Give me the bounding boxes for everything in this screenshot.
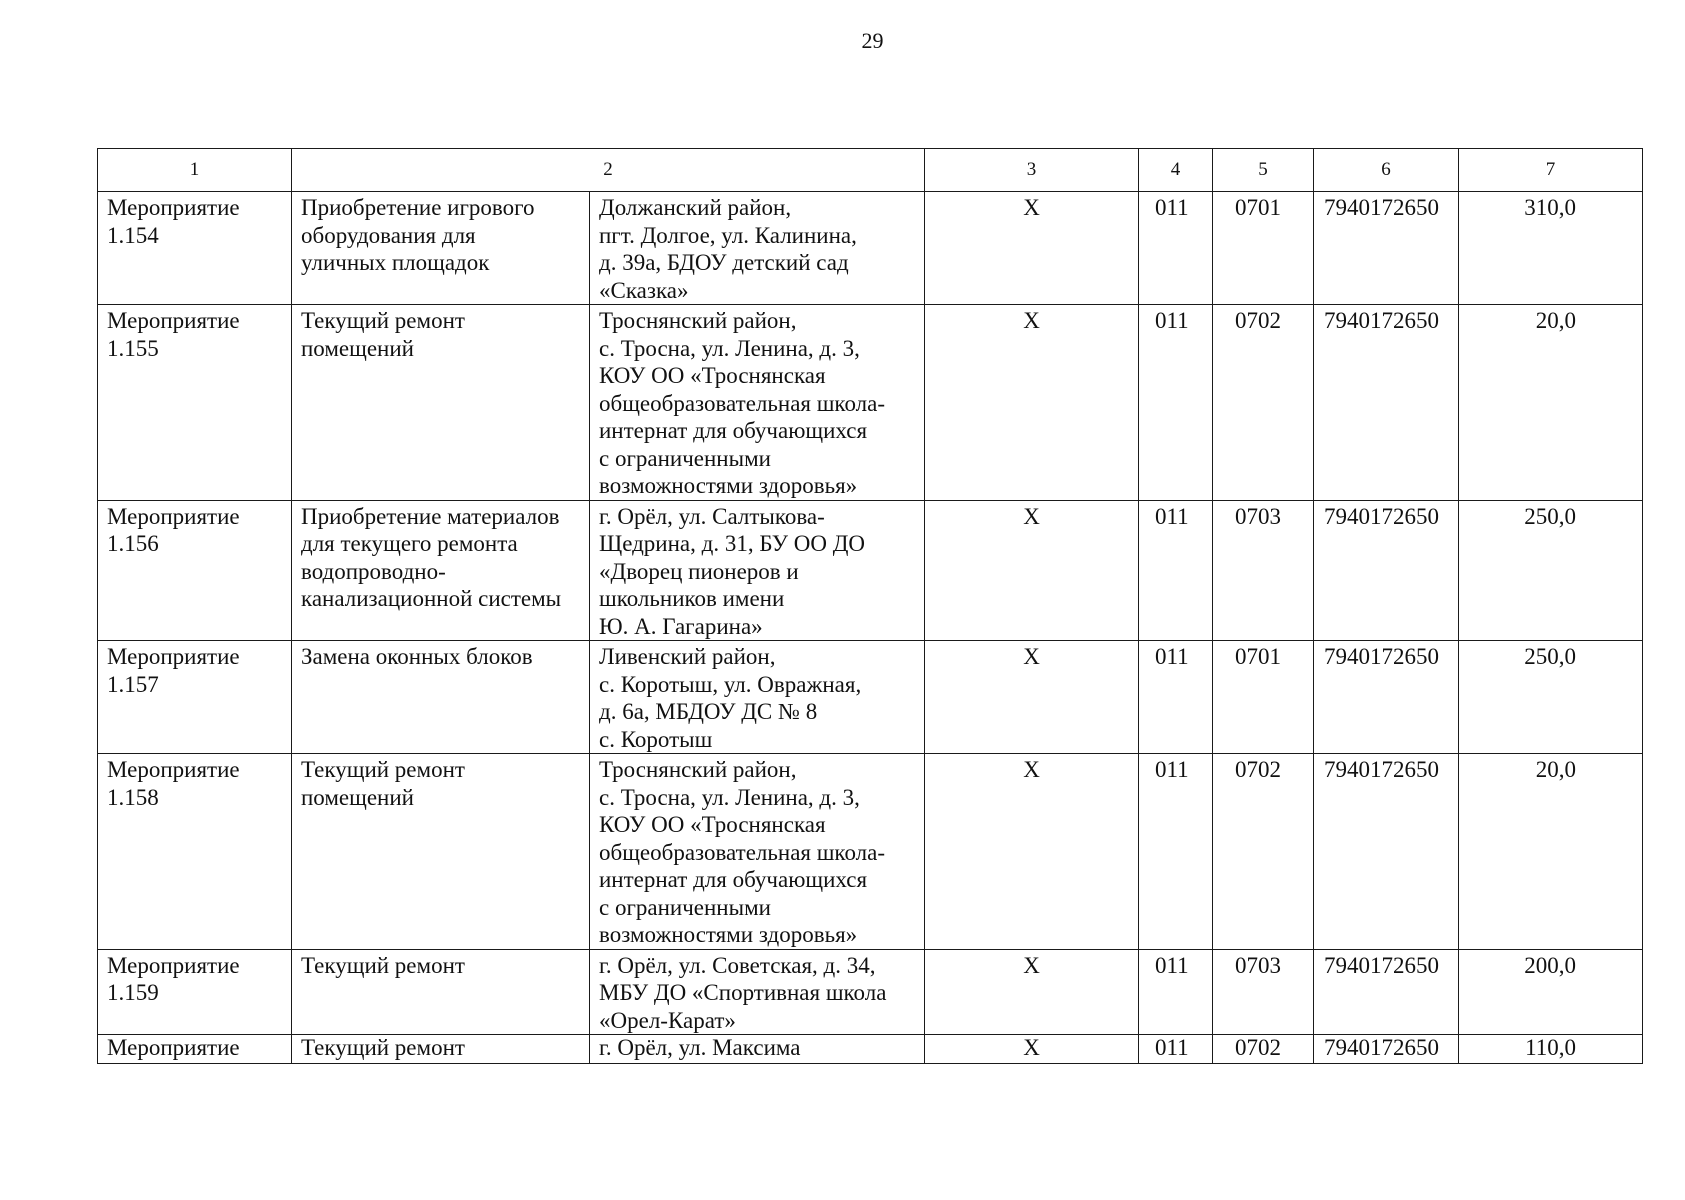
table-row <box>98 500 1643 641</box>
code3-cell: 7940172650 <box>1314 305 1459 501</box>
location-cell: Троснянский район, с. Тросна, ул. Ленина, д. 3, КОУ ОО «Троснянская общеобразовательная школа- интернат для обучающихся с ограниченными возможностями здоровья» <box>590 754 925 950</box>
code1-cell: 011 <box>1139 192 1213 305</box>
location-cell: г. Орёл, ул. Салтыкова- Щедрина, д. 31, БУ ОО ДО «Дворец пионеров и школьников имени Ю. А. Гагарина» <box>590 500 925 641</box>
mark-cell: Х <box>925 949 1139 1035</box>
code3-cell: 7940172650 <box>1314 1035 1459 1064</box>
description-cell: Текущий ремонт <box>292 949 590 1035</box>
event-cell: Мероприятие 1.154 <box>98 192 292 305</box>
code2-cell: 0702 <box>1213 1035 1314 1064</box>
event-cell: Мероприятие 1.159 <box>98 949 292 1035</box>
header-col-5: 5 <box>1213 149 1314 192</box>
code3-cell: 7940172650 <box>1314 192 1459 305</box>
description-cell: Текущий ремонт помещений <box>292 305 590 501</box>
description-cell: Текущий ремонт помещений <box>292 754 590 950</box>
amount-cell: 250,0 <box>1459 500 1643 641</box>
location-cell: Должанский район, пгт. Долгое, ул. Калинина, д. 39а, БДОУ детский сад «Сказка» <box>590 192 925 305</box>
location-cell: г. Орёл, ул. Советская, д. 34, МБУ ДО «Спортивная школа «Орел-Карат» <box>590 949 925 1035</box>
table-row <box>98 641 1643 754</box>
code2-cell: 0702 <box>1213 305 1314 501</box>
amount-cell: 20,0 <box>1459 305 1643 501</box>
description-cell: Замена оконных блоков <box>292 641 590 754</box>
table-row <box>98 192 1643 305</box>
code3-cell: 7940172650 <box>1314 641 1459 754</box>
mark-cell: Х <box>925 500 1139 641</box>
amount-cell: 200,0 <box>1459 949 1643 1035</box>
code1-cell: 011 <box>1139 641 1213 754</box>
event-cell: Мероприятие 1.155 <box>98 305 292 501</box>
code2-cell: 0703 <box>1213 500 1314 641</box>
amount-cell: 310,0 <box>1459 192 1643 305</box>
description-cell: Приобретение материалов для текущего ремонта водопроводно- канализационной системы <box>292 500 590 641</box>
header-col-2: 2 <box>292 149 925 192</box>
header-col-1: 1 <box>98 149 292 192</box>
table-row <box>98 305 1643 501</box>
amount-cell: 20,0 <box>1459 754 1643 950</box>
page-number: 29 <box>861 28 884 53</box>
event-cell: Мероприятие 1.157 <box>98 641 292 754</box>
code3-cell: 7940172650 <box>1314 949 1459 1035</box>
header-row <box>98 149 1643 192</box>
description-cell: Текущий ремонт <box>292 1035 590 1064</box>
header-col-4: 4 <box>1139 149 1213 192</box>
location-cell: Ливенский район, с. Коротыш, ул. Овражная, д. 6а, МБДОУ ДС № 8 с. Коротыш <box>590 641 925 754</box>
event-cell: Мероприятие 1.156 <box>98 500 292 641</box>
header-col-3: 3 <box>925 149 1139 192</box>
code2-cell: 0702 <box>1213 754 1314 950</box>
table-row <box>98 754 1643 950</box>
table-row <box>98 1035 1643 1064</box>
table-row <box>98 949 1643 1035</box>
header-col-7: 7 <box>1459 149 1643 192</box>
code3-cell: 7940172650 <box>1314 500 1459 641</box>
code1-cell: 011 <box>1139 1035 1213 1064</box>
mark-cell: Х <box>925 641 1139 754</box>
mark-cell: Х <box>925 1035 1139 1064</box>
amount-cell: 110,0 <box>1459 1035 1643 1064</box>
code3-cell: 7940172650 <box>1314 754 1459 950</box>
event-cell: Мероприятие 1.158 <box>98 754 292 950</box>
mark-cell: Х <box>925 305 1139 501</box>
code2-cell: 0701 <box>1213 641 1314 754</box>
description-cell: Приобретение игрового оборудования для уличных площадок <box>292 192 590 305</box>
amount-cell: 250,0 <box>1459 641 1643 754</box>
location-cell: Троснянский район, с. Тросна, ул. Ленина, д. 3, КОУ ОО «Троснянская общеобразовательная школа- интернат для обучающихся с ограниченными возможностями здоровья» <box>590 305 925 501</box>
header-col-6: 6 <box>1314 149 1459 192</box>
code1-cell: 011 <box>1139 949 1213 1035</box>
code1-cell: 011 <box>1139 305 1213 501</box>
code2-cell: 0703 <box>1213 949 1314 1035</box>
code2-cell: 0701 <box>1213 192 1314 305</box>
event-cell: Мероприятие <box>98 1035 292 1064</box>
code1-cell: 011 <box>1139 754 1213 950</box>
mark-cell: Х <box>925 754 1139 950</box>
mark-cell: Х <box>925 192 1139 305</box>
code1-cell: 011 <box>1139 500 1213 641</box>
measures-table <box>97 148 1643 1064</box>
location-cell: г. Орёл, ул. Максима <box>590 1035 925 1064</box>
